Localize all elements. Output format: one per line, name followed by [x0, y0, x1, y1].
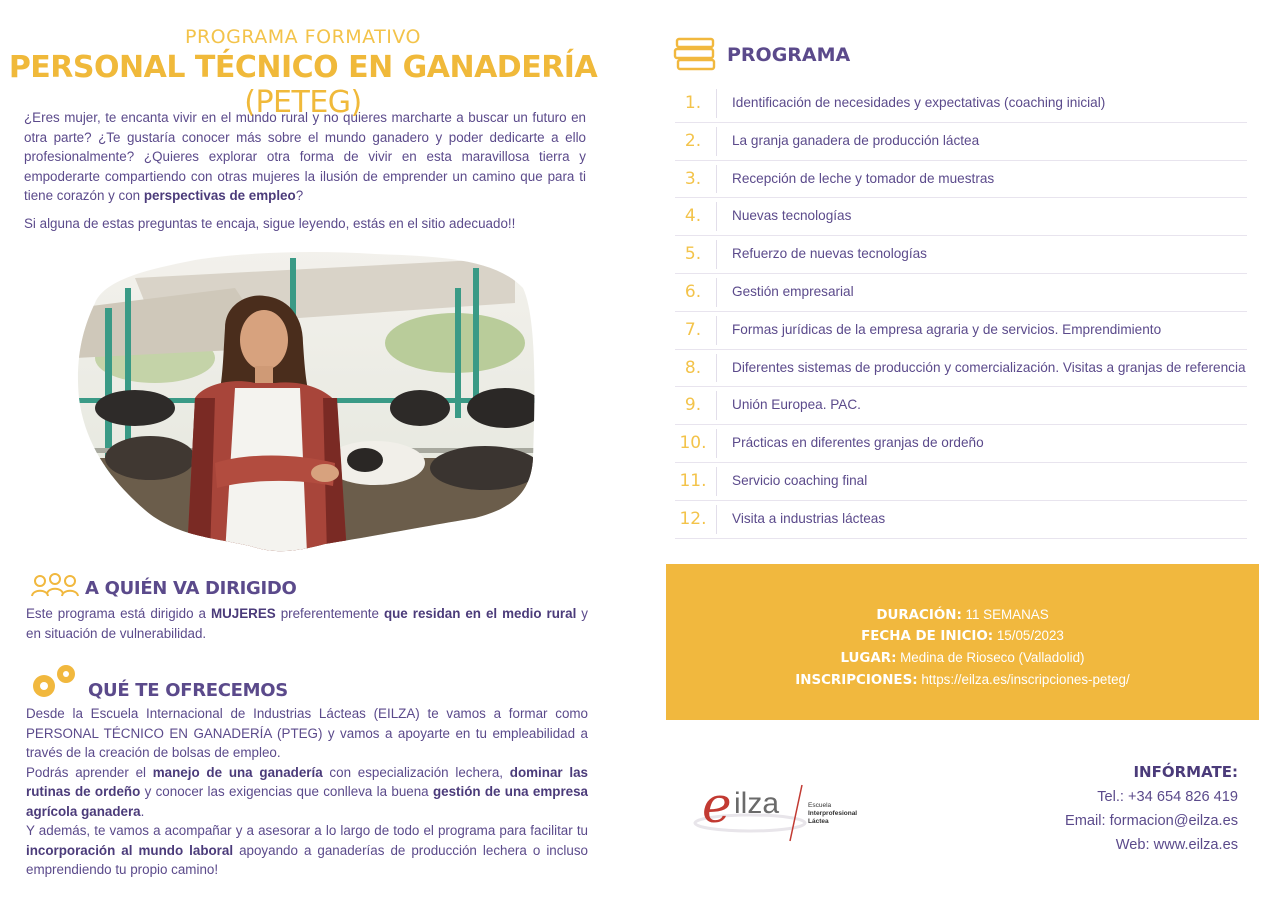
program-item-divider — [716, 505, 717, 534]
program-item-text: Servicio coaching final — [732, 472, 868, 488]
logo-wordmark: ilza — [734, 787, 780, 820]
intro-text-part: ¿Eres mujer, te encanta vivir en el mundo rural y no quieres marcharte a buscar un futuro en otra parte? ¿Te gustaría conocer más sobre el mundo ganadero y poder dedicarte a ello profesionalmente? ¿Quieres explorar otra forma de vivir en esta maravillosa tierra y empoderarte compartiendo con otras mujeres la ilusión de emprender un camino que para ti tiene corazón y con — [24, 110, 586, 203]
intro-highlight: perspectivas de empleo — [143, 188, 296, 203]
program-item-number: 5. — [684, 244, 702, 265]
program-item-divider — [716, 165, 717, 194]
offer-highlight: manejo de una ganadería — [152, 764, 323, 780]
course-info-box — [666, 564, 1259, 720]
offer-paragraph-3 — [26, 821, 588, 880]
signup-line — [666, 672, 1259, 688]
program-item — [675, 501, 1247, 539]
audience-text-part: y en situación de vulnerabilidad. — [26, 606, 588, 641]
program-item-text: Formas jurídicas de la empresa agraria y de servicios. Emprendimiento — [732, 321, 1162, 337]
signup-link[interactable]: https://eilza.es/inscripciones-peteg/ — [917, 672, 1130, 687]
logo-sub-line: Interprofesional — [808, 810, 858, 817]
program-item — [675, 425, 1247, 463]
program-item-number: 11. — [679, 470, 707, 491]
program-item-divider — [716, 467, 717, 496]
logo-sub-line: Escuela — [808, 802, 832, 809]
offer-text-part: y conocer las exigencias que conlleva la buena — [140, 784, 433, 799]
offer-highlight: dominar las rutinas de ordeño — [26, 764, 588, 799]
program-item-number: 2. — [684, 130, 702, 151]
offer-text-part: . — [140, 803, 145, 819]
program-item — [675, 123, 1247, 161]
program-item-text: Nuevas tecnologías — [732, 208, 852, 224]
contact-email[interactable]: Email: formacion@eilza.es — [1065, 813, 1238, 829]
program-item — [675, 198, 1247, 236]
offer-text-part: apoyando a ganaderías de producción lechera o incluso emprendiendo tu propio camino! — [26, 842, 588, 877]
books-icon — [673, 36, 719, 72]
program-item — [675, 85, 1247, 123]
program-item-text: Visita a industrias lácteas — [732, 510, 886, 526]
program-item-divider — [716, 202, 717, 231]
contact-heading: INFÓRMATE: — [1133, 763, 1238, 781]
program-item-divider — [716, 89, 717, 118]
logo-sub-line: Láctea — [808, 818, 829, 825]
offer-paragraph-1: Desde la Escuela Internacional de Industrias Lácteas (EILZA) te vamos a formar como PERSONAL TÉCNICO EN GANADERÍA (PTEG) y vamos a apoyarte en tu empleabilidad a través de la creación de bolsas de empleo. — [26, 706, 588, 760]
people-icon — [30, 572, 80, 598]
program-item — [675, 387, 1247, 425]
program-item-text: Refuerzo de nuevas tecnologías — [732, 246, 927, 262]
start-date-line — [666, 628, 1259, 644]
program-item — [675, 236, 1247, 274]
contact-website[interactable]: Web: www.eilza.es — [1115, 837, 1238, 853]
program-item — [675, 312, 1247, 350]
audience-heading: A QUIÉN VA DIRIGIDO — [85, 578, 297, 599]
signup-label: INSCRIPCIONES: — [795, 673, 918, 688]
offer-text-part: con especialización lechera, — [322, 764, 510, 780]
program-item-text: La granja ganadera de producción láctea — [732, 132, 980, 148]
program-item-text: Unión Europea. PAC. — [732, 397, 861, 413]
audience-text — [26, 604, 588, 643]
intro-text-part: ? — [295, 188, 304, 203]
audience-text-part: Este programa está dirigido a — [26, 606, 211, 621]
program-item-text: Prácticas en diferentes granjas de ordeño — [732, 435, 984, 451]
program-item-divider — [716, 354, 717, 383]
location-line — [666, 650, 1259, 666]
contact-phone[interactable]: Tel.: +34 654 826 419 — [1097, 789, 1238, 805]
offer-highlight: incorporación al mundo laboral — [26, 842, 234, 858]
program-item-number: 7. — [684, 319, 702, 340]
duration-label: DURACIÓN: — [876, 608, 962, 623]
audience-highlight: que residan en el medio rural — [383, 606, 577, 621]
program-item-number: 8. — [684, 357, 702, 378]
duration-line — [666, 607, 1259, 623]
duration-value: 11 SEMANAS — [961, 607, 1049, 622]
program-item-number: 1. — [684, 93, 702, 113]
eilza-logo — [690, 775, 880, 845]
program-item-number: 12. — [679, 508, 707, 529]
offer-text — [26, 704, 588, 880]
offer-heading: QUÉ TE OFRECEMOS — [88, 680, 288, 701]
audience-highlight: MUJERES — [210, 606, 276, 621]
program-item-divider — [716, 127, 717, 156]
program-item — [675, 274, 1247, 312]
program-kicker: PROGRAMA FORMATIVO — [184, 26, 422, 48]
program-item — [675, 463, 1247, 501]
offer-paragraph-2 — [26, 763, 588, 822]
farmer-photo — [75, 248, 537, 554]
program-item-divider — [716, 240, 717, 269]
program-item-text: Gestión empresarial — [732, 283, 854, 299]
start-date-value: 15/05/2023 — [993, 628, 1064, 643]
start-date-label: FECHA DE INICIO: — [861, 629, 994, 644]
program-item-number: 3. — [684, 168, 702, 189]
offer-highlight: gestión de una empresa agrícola ganadera — [26, 784, 589, 819]
program-item-divider — [716, 391, 717, 420]
program-list — [675, 85, 1247, 539]
gears-icon — [28, 662, 80, 702]
program-item-number: 6. — [684, 281, 702, 302]
program-item-divider — [716, 316, 717, 345]
program-item-number: 10. — [679, 433, 707, 454]
program-heading: PROGRAMA — [727, 44, 851, 66]
program-item — [675, 161, 1247, 199]
program-item-divider — [716, 429, 717, 458]
program-item-text: Recepción de leche y tomador de muestras — [732, 170, 995, 186]
intro-paragraph-2: Si alguna de estas preguntas te encaja, sigue leyendo, estás en el sitio adecuado!! — [24, 215, 516, 231]
audience-text-part: preferentemente — [275, 606, 384, 621]
logo-letter-e: e — [702, 776, 732, 834]
program-item — [675, 350, 1247, 388]
title-abbreviation: (PETEG) — [244, 85, 362, 120]
program-item-divider — [716, 278, 717, 307]
intro-paragraph-1 — [24, 108, 586, 206]
program-item-number: 9. — [684, 395, 702, 416]
location-label: LUGAR: — [840, 651, 897, 666]
location-value: Medina de Rioseco (Valladolid) — [896, 650, 1085, 665]
logo-subtitle — [808, 802, 857, 826]
title-main: PERSONAL TÉCNICO EN GANADERÍA — [8, 50, 598, 85]
intro-text — [24, 108, 586, 241]
offer-text-part: Y además, te vamos a acompañar y a asesorar a lo largo de todo el programa para facilitar tu — [26, 823, 588, 838]
program-item-text: Identificación de necesidades y expectativas (coaching inicial) — [732, 95, 1106, 110]
program-item-text: Diferentes sistemas de producción y comercialización. Visitas a granjas de referencia — [732, 359, 1246, 375]
program-item-number: 4. — [684, 206, 702, 227]
offer-text-part: Podrás aprender el — [26, 764, 153, 780]
